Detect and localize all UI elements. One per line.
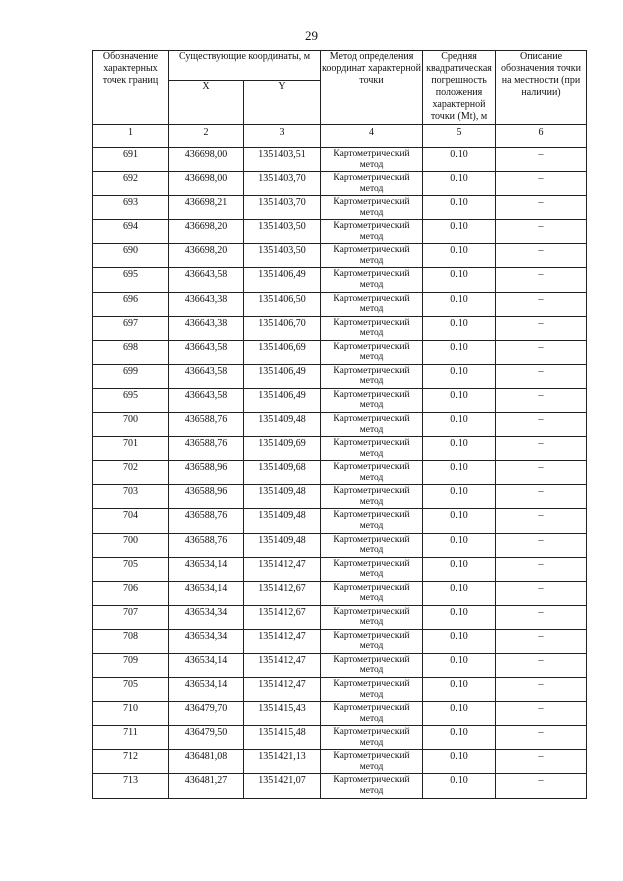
- point-cell: 709: [93, 653, 169, 677]
- method-cell: Картометрический метод: [321, 364, 423, 388]
- y-coordinate-cell: 1351412,47: [244, 678, 321, 702]
- y-coordinate-cell: 1351409,68: [244, 461, 321, 485]
- y-coordinate-cell: 1351406,49: [244, 268, 321, 292]
- column-number: 3: [244, 125, 321, 148]
- description-cell: –: [496, 292, 587, 316]
- x-coordinate-cell: 436643,38: [169, 316, 244, 340]
- description-cell: –: [496, 702, 587, 726]
- y-coordinate-cell: 1351403,50: [244, 244, 321, 268]
- description-cell: –: [496, 148, 587, 172]
- description-cell: –: [496, 485, 587, 509]
- table-row: [93, 533, 587, 557]
- method-cell: Картометрический метод: [321, 437, 423, 461]
- table-body: [93, 148, 587, 799]
- point-cell: 695: [93, 388, 169, 412]
- accuracy-cell: 0.10: [423, 292, 496, 316]
- accuracy-cell: 0.10: [423, 774, 496, 798]
- table-row: [93, 581, 587, 605]
- table-row: [93, 774, 587, 798]
- accuracy-cell: 0.10: [423, 485, 496, 509]
- y-coordinate-cell: 1351409,69: [244, 437, 321, 461]
- point-cell: 707: [93, 605, 169, 629]
- point-cell: 696: [93, 292, 169, 316]
- x-coordinate-cell: 436534,34: [169, 629, 244, 653]
- column-number: 4: [321, 125, 423, 148]
- y-coordinate-cell: 1351406,70: [244, 316, 321, 340]
- y-coordinate-cell: 1351409,48: [244, 485, 321, 509]
- x-coordinate-cell: 436698,20: [169, 220, 244, 244]
- point-cell: 701: [93, 437, 169, 461]
- description-cell: –: [496, 196, 587, 220]
- x-coordinate-cell: 436643,58: [169, 268, 244, 292]
- point-cell: 698: [93, 340, 169, 364]
- method-cell: Картометрический метод: [321, 533, 423, 557]
- accuracy-cell: 0.10: [423, 364, 496, 388]
- point-cell: 694: [93, 220, 169, 244]
- method-cell: Картометрический метод: [321, 268, 423, 292]
- accuracy-cell: 0.10: [423, 581, 496, 605]
- description-cell: –: [496, 509, 587, 533]
- table-row: [93, 678, 587, 702]
- table-row: [93, 388, 587, 412]
- accuracy-cell: 0.10: [423, 220, 496, 244]
- x-coordinate-cell: 436479,70: [169, 702, 244, 726]
- x-coordinate-cell: 436479,50: [169, 726, 244, 750]
- method-cell: Картометрический метод: [321, 244, 423, 268]
- method-cell: Картометрический метод: [321, 148, 423, 172]
- method-cell: Картометрический метод: [321, 196, 423, 220]
- header-accuracy-label: Средняя квадратическая погрешность положения характерной точки (Mt), м: [423, 51, 496, 125]
- accuracy-cell: 0.10: [423, 340, 496, 364]
- description-cell: –: [496, 557, 587, 581]
- y-coordinate-cell: 1351415,43: [244, 702, 321, 726]
- x-coordinate-cell: 436643,38: [169, 292, 244, 316]
- table-row: [93, 461, 587, 485]
- method-cell: Картометрический метод: [321, 172, 423, 196]
- point-cell: 711: [93, 726, 169, 750]
- point-cell: 697: [93, 316, 169, 340]
- description-cell: –: [496, 726, 587, 750]
- point-cell: 693: [93, 196, 169, 220]
- header-method-label: Метод определения координат характерной точки: [321, 51, 423, 125]
- description-cell: –: [496, 581, 587, 605]
- point-cell: 703: [93, 485, 169, 509]
- y-coordinate-cell: 1351409,48: [244, 533, 321, 557]
- description-cell: –: [496, 437, 587, 461]
- table-row: [93, 196, 587, 220]
- table-row: [93, 268, 587, 292]
- accuracy-cell: 0.10: [423, 244, 496, 268]
- boundary-points-table: [92, 50, 587, 799]
- description-cell: –: [496, 413, 587, 437]
- description-cell: –: [496, 316, 587, 340]
- table-row: [93, 702, 587, 726]
- table-row: [93, 726, 587, 750]
- method-cell: Картометрический метод: [321, 750, 423, 774]
- description-cell: –: [496, 340, 587, 364]
- accuracy-cell: 0.10: [423, 678, 496, 702]
- x-coordinate-cell: 436588,96: [169, 461, 244, 485]
- y-coordinate-cell: 1351412,67: [244, 581, 321, 605]
- point-cell: 700: [93, 413, 169, 437]
- accuracy-cell: 0.10: [423, 629, 496, 653]
- page-number: 29: [305, 28, 318, 43]
- x-coordinate-cell: 436643,58: [169, 364, 244, 388]
- y-coordinate-cell: 1351403,70: [244, 196, 321, 220]
- table-row: [93, 292, 587, 316]
- description-cell: –: [496, 533, 587, 557]
- y-coordinate-cell: 1351406,50: [244, 292, 321, 316]
- point-cell: 713: [93, 774, 169, 798]
- method-cell: Картометрический метод: [321, 702, 423, 726]
- accuracy-cell: 0.10: [423, 196, 496, 220]
- accuracy-cell: 0.10: [423, 316, 496, 340]
- point-cell: 691: [93, 148, 169, 172]
- description-cell: –: [496, 750, 587, 774]
- table-row: [93, 653, 587, 677]
- table-row: [93, 509, 587, 533]
- x-coordinate-cell: 436481,08: [169, 750, 244, 774]
- method-cell: Картометрический метод: [321, 629, 423, 653]
- y-coordinate-cell: 1351406,49: [244, 364, 321, 388]
- x-coordinate-cell: 436698,00: [169, 148, 244, 172]
- table-row: [93, 244, 587, 268]
- point-cell: 695: [93, 268, 169, 292]
- x-coordinate-cell: 436698,21: [169, 196, 244, 220]
- table-row: [93, 364, 587, 388]
- point-cell: 710: [93, 702, 169, 726]
- method-cell: Картометрический метод: [321, 774, 423, 798]
- y-coordinate-cell: 1351412,47: [244, 629, 321, 653]
- description-cell: –: [496, 629, 587, 653]
- description-cell: –: [496, 220, 587, 244]
- table-row: [93, 629, 587, 653]
- point-cell: 706: [93, 581, 169, 605]
- column-number: 6: [496, 125, 587, 148]
- point-cell: 700: [93, 533, 169, 557]
- table-row: [93, 316, 587, 340]
- method-cell: Картометрический метод: [321, 581, 423, 605]
- y-coordinate-cell: 1351403,50: [244, 220, 321, 244]
- method-cell: Картометрический метод: [321, 485, 423, 509]
- table-row: [93, 557, 587, 581]
- description-cell: –: [496, 678, 587, 702]
- description-cell: –: [496, 388, 587, 412]
- point-cell: 704: [93, 509, 169, 533]
- table-row: [93, 220, 587, 244]
- method-cell: Картометрический метод: [321, 316, 423, 340]
- x-coordinate-cell: 436588,76: [169, 437, 244, 461]
- method-cell: Картометрический метод: [321, 292, 423, 316]
- x-coordinate-cell: 436534,14: [169, 678, 244, 702]
- table-row: [93, 172, 587, 196]
- description-cell: –: [496, 653, 587, 677]
- description-cell: –: [496, 364, 587, 388]
- x-coordinate-cell: 436534,14: [169, 557, 244, 581]
- point-cell: 708: [93, 629, 169, 653]
- header-description-label: Описание обозначения точки на местности (при наличии): [496, 51, 587, 125]
- point-cell: 692: [93, 172, 169, 196]
- y-coordinate-cell: 1351421,07: [244, 774, 321, 798]
- table-row: [93, 148, 587, 172]
- accuracy-cell: 0.10: [423, 653, 496, 677]
- accuracy-cell: 0.10: [423, 413, 496, 437]
- table-header: [93, 51, 587, 148]
- header-point-label: Обозначение характерных точек границ: [93, 51, 169, 125]
- y-coordinate-cell: 1351409,48: [244, 509, 321, 533]
- x-coordinate-cell: 436588,76: [169, 533, 244, 557]
- accuracy-cell: 0.10: [423, 750, 496, 774]
- method-cell: Картометрический метод: [321, 726, 423, 750]
- method-cell: Картометрический метод: [321, 413, 423, 437]
- x-coordinate-cell: 436534,14: [169, 581, 244, 605]
- accuracy-cell: 0.10: [423, 533, 496, 557]
- method-cell: Картометрический метод: [321, 653, 423, 677]
- x-coordinate-cell: 436698,20: [169, 244, 244, 268]
- method-cell: Картометрический метод: [321, 461, 423, 485]
- y-coordinate-cell: 1351406,69: [244, 340, 321, 364]
- table-row: [93, 750, 587, 774]
- accuracy-cell: 0.10: [423, 388, 496, 412]
- x-coordinate-cell: 436534,14: [169, 653, 244, 677]
- y-coordinate-cell: 1351415,48: [244, 726, 321, 750]
- accuracy-cell: 0.10: [423, 437, 496, 461]
- y-coordinate-cell: 1351421,13: [244, 750, 321, 774]
- accuracy-cell: 0.10: [423, 557, 496, 581]
- point-cell: 702: [93, 461, 169, 485]
- header-x-label: X: [169, 81, 244, 125]
- description-cell: –: [496, 461, 587, 485]
- table-row: [93, 413, 587, 437]
- header-y-label: Y: [244, 81, 321, 125]
- x-coordinate-cell: 436588,96: [169, 485, 244, 509]
- x-coordinate-cell: 436534,34: [169, 605, 244, 629]
- point-cell: 699: [93, 364, 169, 388]
- column-number-row: [93, 125, 587, 148]
- x-coordinate-cell: 436481,27: [169, 774, 244, 798]
- y-coordinate-cell: 1351412,47: [244, 653, 321, 677]
- table-row: [93, 605, 587, 629]
- column-number: 2: [169, 125, 244, 148]
- table-row: [93, 340, 587, 364]
- point-cell: 690: [93, 244, 169, 268]
- point-cell: 705: [93, 557, 169, 581]
- accuracy-cell: 0.10: [423, 702, 496, 726]
- method-cell: Картометрический метод: [321, 678, 423, 702]
- method-cell: Картометрический метод: [321, 557, 423, 581]
- accuracy-cell: 0.10: [423, 509, 496, 533]
- column-number: 1: [93, 125, 169, 148]
- x-coordinate-cell: 436643,58: [169, 388, 244, 412]
- header-coords-label: Существующие координаты, м: [169, 51, 321, 81]
- description-cell: –: [496, 172, 587, 196]
- accuracy-cell: 0.10: [423, 605, 496, 629]
- y-coordinate-cell: 1351403,70: [244, 172, 321, 196]
- point-cell: 705: [93, 678, 169, 702]
- y-coordinate-cell: 1351403,51: [244, 148, 321, 172]
- accuracy-cell: 0.10: [423, 172, 496, 196]
- method-cell: Картометрический метод: [321, 220, 423, 244]
- x-coordinate-cell: 436698,00: [169, 172, 244, 196]
- y-coordinate-cell: 1351412,47: [244, 557, 321, 581]
- description-cell: –: [496, 605, 587, 629]
- description-cell: –: [496, 268, 587, 292]
- y-coordinate-cell: 1351412,67: [244, 605, 321, 629]
- accuracy-cell: 0.10: [423, 148, 496, 172]
- accuracy-cell: 0.10: [423, 726, 496, 750]
- x-coordinate-cell: 436588,76: [169, 509, 244, 533]
- accuracy-cell: 0.10: [423, 461, 496, 485]
- table-row: [93, 485, 587, 509]
- accuracy-cell: 0.10: [423, 268, 496, 292]
- method-cell: Картометрический метод: [321, 605, 423, 629]
- y-coordinate-cell: 1351406,49: [244, 388, 321, 412]
- description-cell: –: [496, 244, 587, 268]
- y-coordinate-cell: 1351409,48: [244, 413, 321, 437]
- column-number: 5: [423, 125, 496, 148]
- point-cell: 712: [93, 750, 169, 774]
- description-cell: –: [496, 774, 587, 798]
- table-row: [93, 437, 587, 461]
- method-cell: Картометрический метод: [321, 388, 423, 412]
- method-cell: Картометрический метод: [321, 340, 423, 364]
- x-coordinate-cell: 436588,76: [169, 413, 244, 437]
- method-cell: Картометрический метод: [321, 509, 423, 533]
- x-coordinate-cell: 436643,58: [169, 340, 244, 364]
